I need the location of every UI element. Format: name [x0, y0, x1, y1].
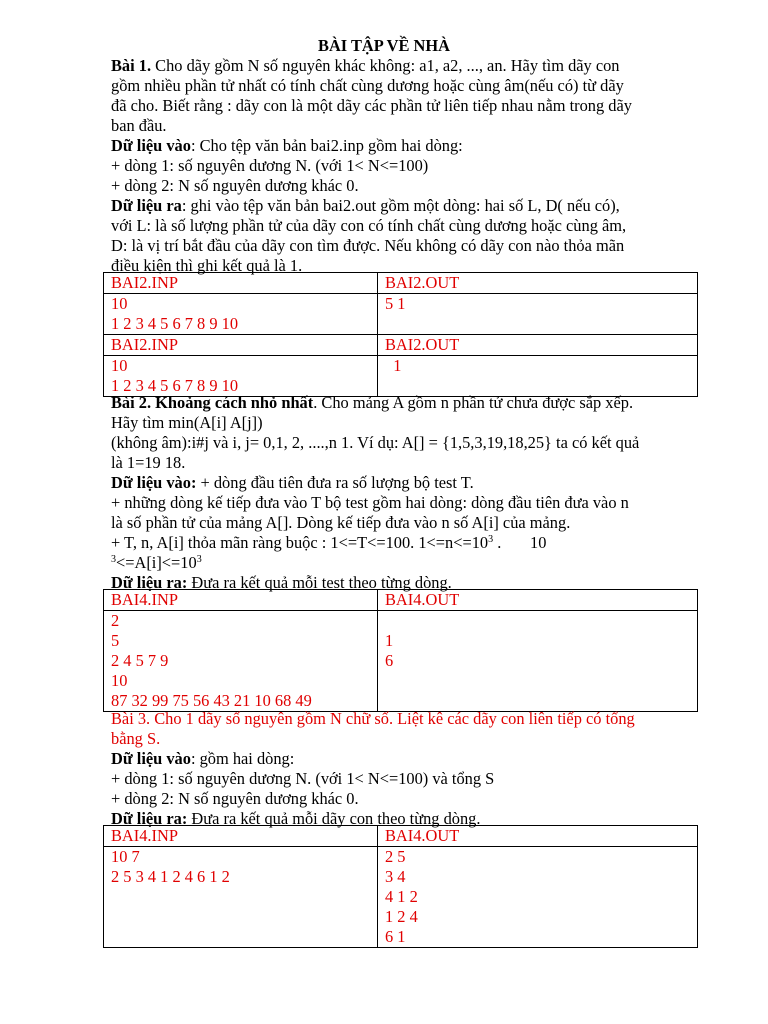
bai3-input-text: : gồm hai dòng:: [190, 749, 295, 768]
table-header-inp: BAI2.INP: [104, 273, 378, 294]
bai2-line: (không âm):i#j và i, j= 0,1, 2, ....,n 1. Ví dụ: A[] = {1,5,3,19,18,25} ta có kết quả: [111, 433, 640, 452]
bai2-line: là 1=19 18.: [111, 453, 186, 472]
table-header-out: BAI4.OUT: [378, 590, 698, 611]
bai2-input-text: + dòng đầu tiên đưa ra số lượng bộ test T.: [196, 473, 474, 492]
bai3-input-label: Dữ liệu vào: [111, 749, 191, 768]
bai1-heading: Bài 1.: [111, 56, 152, 75]
cell-line: 10: [111, 294, 128, 313]
cell-line: 10 7: [111, 847, 140, 866]
bai1-line: Cho dãy gồm N số nguyên khác không: a1, a2, ..., an. Hãy tìm dãy con: [151, 56, 620, 75]
constraint-text: <=A[i]<=10: [116, 553, 197, 572]
bai2-input-line: là số phần tử của mảng A[]. Dòng kế tiếp đưa vào n số A[i] của mảng.: [111, 513, 571, 532]
cell-line: 6 1: [385, 927, 406, 946]
table-header-out: BAI2.OUT: [378, 273, 698, 294]
bai3-line: Bài 3. Cho 1 dãy số nguyên gồm N chữ số. Liệt kê các dãy con liên tiếp có tổng: [111, 709, 635, 728]
cell-line: 3 4: [385, 867, 406, 886]
bai2-line: . Cho mảng A gồm n phần tử chưa được sắp xếp.: [313, 393, 634, 412]
bai1-input-text: : Cho tệp văn bản bai2.inp gồm hai dòng:: [190, 136, 463, 155]
cell-line: 10: [111, 356, 128, 375]
bai1-output-label: Dữ liệu ra: [111, 196, 182, 215]
bai1-output-line: D: là vị trí bắt đầu của dãy con tìm được. Nếu không có dãy con nào thỏa mãn: [111, 236, 625, 255]
page-title: BÀI TẬP VỀ NHÀ: [318, 36, 450, 55]
bai1-output-text: : ghi vào tệp văn bản bai2.out gồm một dòng: hai số L, D( nếu có),: [181, 196, 620, 215]
bai2-output-text: Đưa ra kết quả mỗi test theo từng dòng.: [187, 573, 452, 592]
bai2-input-line: + những dòng kế tiếp đưa vào T bộ test gồm hai dòng: dòng đầu tiên đưa vào n: [111, 493, 629, 512]
bai1-input-line: + dòng 1: số nguyên dương N. (với 1< N<=100): [111, 156, 429, 175]
table-header-inp: BAI2.INP: [104, 335, 378, 356]
cell-line: 2 4 5 7 9: [111, 651, 169, 670]
cell-line: 1: [385, 356, 402, 375]
cell-line: [385, 611, 697, 631]
table-input-cell: [104, 611, 378, 712]
bai2-input-label: Dữ liệu vào:: [111, 473, 197, 492]
bai1-example-table: [103, 272, 698, 397]
cell-line: 1 2 3 4 5 6 7 8 9 10: [111, 314, 239, 333]
table-output-cell: [378, 847, 698, 948]
bai1-line: ban đầu.: [111, 116, 167, 135]
bai2-example-table: [103, 589, 698, 712]
table-input-cell: [104, 356, 378, 397]
table-output-cell: [378, 611, 698, 712]
exponent: 3: [111, 554, 116, 565]
bai1-output-line: điều kiện thì ghi kết quả là 1.: [111, 256, 303, 275]
table-input-cell: [104, 847, 378, 948]
cell-line: 5: [111, 631, 120, 650]
cell-line: 2 5 3 4 1 2 4 6 1 2: [111, 867, 230, 886]
table-header-inp: BAI4.INP: [104, 826, 378, 847]
constraint-text: . 10: [493, 533, 547, 552]
cell-line: 6: [385, 651, 394, 670]
bai1-input-label: Dữ liệu vào: [111, 136, 191, 155]
cell-line: 2: [111, 611, 120, 630]
table-header-out: BAI2.OUT: [378, 335, 698, 356]
table-header-inp: BAI4.INP: [104, 590, 378, 611]
table-output-cell: [378, 356, 698, 397]
table-header-out: BAI4.OUT: [378, 826, 698, 847]
cell-line: 1 2 4: [385, 907, 418, 926]
bai1-line: đã cho. Biết rằng : dãy con là một dãy các phần tử liên tiếp nhau nằm trong dãy: [111, 96, 632, 115]
bai3-input-line: + dòng 2: N số nguyên dương khác 0.: [111, 789, 359, 808]
exponent: 3: [196, 554, 202, 565]
bai2-constraint: [111, 533, 703, 553]
cell-line: 2 5: [385, 847, 406, 866]
bai1-line: gồm nhiều phần tử nhất có tính chất cùng dương hoặc cùng âm(nếu có) từ dãy: [111, 76, 624, 95]
bai2-output-label: Dữ liệu ra:: [111, 573, 188, 592]
cell-line: 10: [111, 671, 128, 690]
cell-line: 1: [385, 631, 394, 650]
table-output-cell: [378, 294, 698, 335]
bai2-name: . Khoảng cách nhỏ nhất: [146, 393, 314, 412]
bai1-input-line: + dòng 2: N số nguyên dương khác 0.: [111, 176, 359, 195]
cell-line: 1 2 3 4 5 6 7 8 9 10: [111, 376, 239, 395]
bai2-line: Hãy tìm min(A[i] A[j]): [111, 413, 263, 432]
bai3-output-text: Đưa ra kết quả mỗi dãy con theo từng dòng.: [187, 809, 481, 828]
cell-line: 4 1 2: [385, 887, 418, 906]
table-input-cell: [104, 294, 378, 335]
bai3-line: bằng S.: [111, 729, 161, 748]
exponent: 3: [488, 534, 494, 545]
bai3-input-line: + dòng 1: số nguyên dương N. (với 1< N<=100) và tổng S: [111, 769, 495, 788]
bai1-output-line: với L: là số lượng phần tử của dãy con có tính chất cùng dương hoặc cùng âm,: [111, 216, 627, 235]
bai2-statement: [111, 393, 703, 593]
bai3-output-label: Dữ liệu ra:: [111, 809, 188, 828]
cell-line: 87 32 99 75 56 43 21 10 68 49: [111, 691, 312, 710]
bai3-statement: [111, 709, 703, 829]
bai2-constraint: [111, 553, 703, 573]
constraint-text: + T, n, A[i] thỏa mãn ràng buộc : 1<=T<=100. 1<=n<=10: [111, 533, 489, 552]
bai3-example-table: [103, 825, 698, 948]
bai2-heading: Bài 2: [111, 393, 147, 412]
cell-line: 5 1: [385, 294, 406, 313]
bai1-statement: [111, 56, 703, 276]
